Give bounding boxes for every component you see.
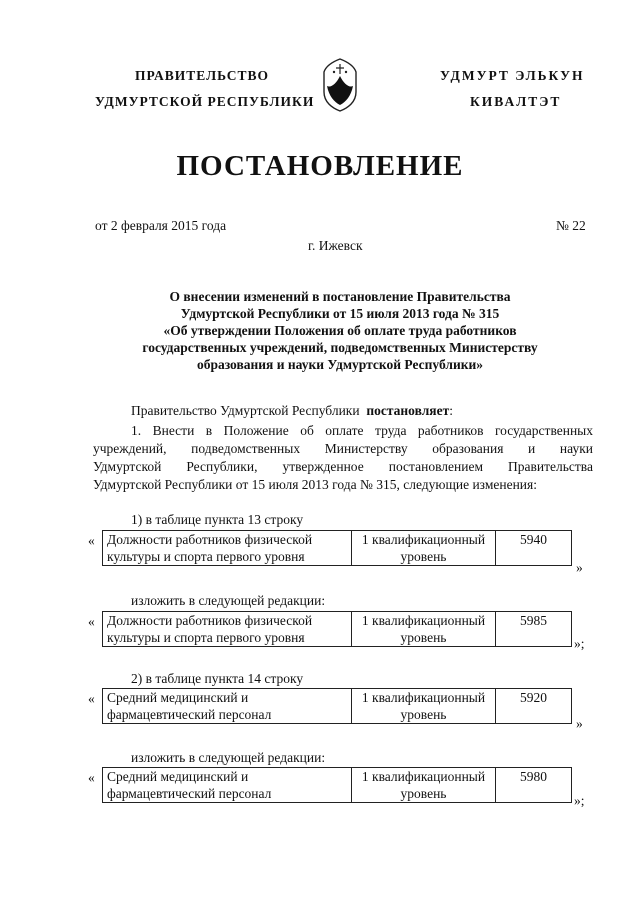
quote-open: « [88, 691, 95, 706]
item-2-text: 2) в таблице пункта 14 строку [131, 671, 304, 686]
udmurt-coat-of-arms-icon [320, 58, 360, 112]
table-cell-level: 1 квалификационный уровень [352, 612, 496, 647]
table-row-14-new [102, 767, 572, 803]
table-cell-salary: 5985 [496, 612, 572, 647]
table-row-14-old [102, 688, 572, 724]
paragraph-line: учреждений, подведомственных Министерству образования и науки [93, 441, 593, 456]
table-row-13-new [102, 611, 572, 647]
quote-open: « [88, 533, 95, 548]
intro-colon: : [449, 403, 453, 418]
subject-line: образования и науки Удмуртской Республики» [196, 357, 484, 372]
quote-close-semicolon: »; [574, 636, 585, 651]
subject-line: государственных учреждений, подведомственных Министерству [142, 340, 538, 355]
table-row-13-old [102, 530, 572, 566]
replace-2-text: изложить в следующей редакции: [131, 750, 326, 765]
document-date: от 2 февраля 2015 года [95, 218, 227, 233]
header-right-line2: КИВАЛТЭТ [470, 94, 562, 109]
quote-close-semicolon: »; [574, 793, 585, 808]
quote-open: « [88, 770, 95, 785]
quote-close: » [576, 716, 583, 731]
table-cell-salary: 5920 [496, 689, 572, 724]
table-cell-salary: 5940 [496, 531, 572, 566]
quote-open: « [88, 614, 95, 629]
quote-close: » [576, 560, 583, 575]
table-cell-position: Должности работников физической культуры и спорта первого уровня [103, 531, 352, 566]
replace-1-text: изложить в следующей редакции: [131, 593, 326, 608]
subject-line: О внесении изменений в постановление Правительства [169, 289, 511, 304]
paragraph-line: Удмуртской Республики, утвержденное постановлением Правительства [93, 459, 593, 474]
table-cell-level: 1 квалификационный уровень [352, 531, 496, 566]
item-1-text: 1) в таблице пункта 13 строку [131, 512, 304, 527]
table-cell-position: Средний медицинский и фармацевтический персонал [103, 768, 352, 803]
paragraph-line: 1. Внести в Положение об оплате труда работников государственных [131, 423, 593, 438]
intro-paragraph [131, 402, 631, 420]
table-cell-salary: 5980 [496, 768, 572, 803]
header-left-line1: ПРАВИТЕЛЬСТВО [135, 68, 270, 83]
subject-line: Удмуртской Республики от 15 июля 2013 года № 315 [180, 306, 500, 321]
intro-text: Правительство Удмуртской Республики [131, 403, 360, 418]
header-left-line2: УДМУРТСКОЙ РЕСПУБЛИКИ [95, 94, 315, 109]
document-subject [90, 288, 590, 373]
table-cell-position: Средний медицинский и фармацевтический персонал [103, 689, 352, 724]
table-cell-level: 1 квалификационный уровень [352, 689, 496, 724]
paragraph-1 [93, 422, 593, 494]
document-title: ПОСТАНОВЛЕНИЕ [176, 150, 464, 182]
intro-keyword: постановляет [366, 403, 450, 418]
table-cell-level: 1 квалификационный уровень [352, 768, 496, 803]
header-right-line1: УДМУРТ ЭЛЬКУН [440, 68, 585, 83]
table-cell-position: Должности работников физической культуры и спорта первого уровня [103, 612, 352, 647]
document-number: № 22 [556, 218, 586, 233]
paragraph-line: Удмуртской Республики от 15 июля 2013 года № 315, следующие изменения: [93, 477, 537, 492]
subject-line: «Об утверждении Положения об оплате труда работников [163, 323, 517, 338]
document-city: г. Ижевск [308, 238, 363, 253]
